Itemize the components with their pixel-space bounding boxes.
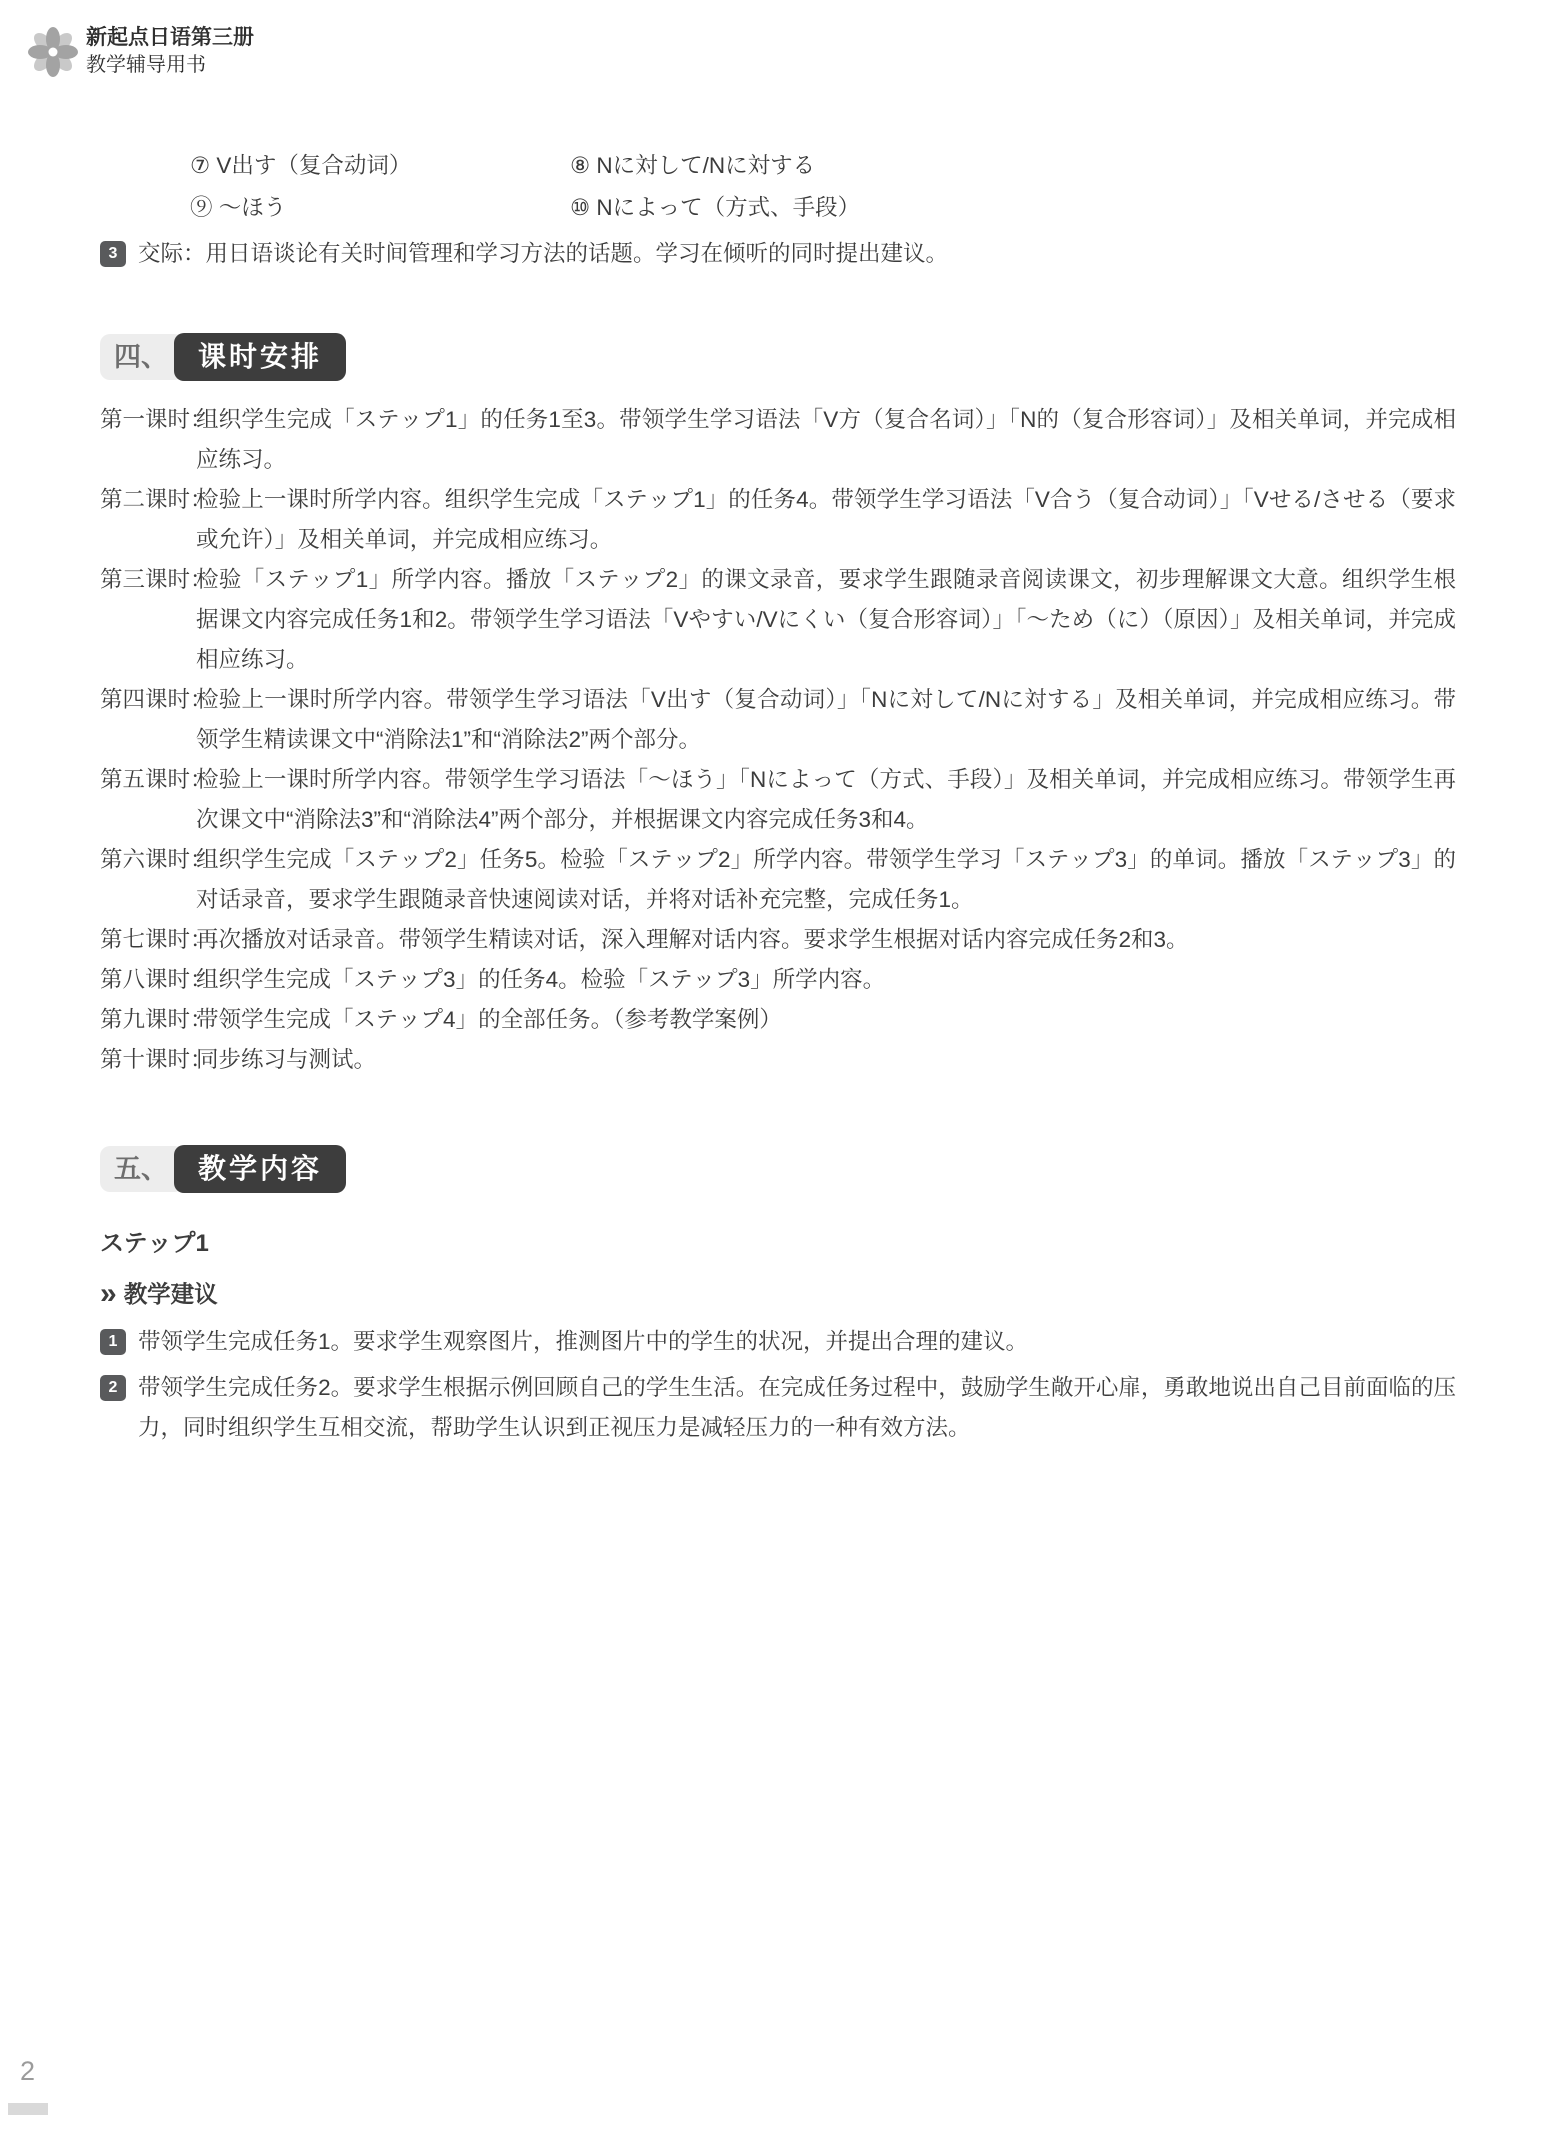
schedule-label: 第五课时： [100,767,213,792]
schedule-item [100,760,1456,840]
double-chevron-icon: » [100,1277,114,1310]
schedule-text: 同步练习与测试。 [196,1047,377,1072]
schedule-text: 组织学生完成「ステップ1」的任务1至3。带领学生学习语法「V方（复合名词）」「N的（复合形容词）」及相关单词，并完成相应练习。 [196,407,1456,472]
page-content [100,146,1456,1448]
grammar-item: ⑧ Nに対して/Nに対する [570,153,816,178]
schedule-text: 带领学生完成「ステップ4」的全部任务。（参考教学案例） [196,1007,782,1032]
schedule-label: 第九课时： [100,1007,213,1032]
schedule-text: 检验「ステップ1」所学内容。播放「ステップ2」的课文录音，要求学生跟随录音阅读课文，初步理解课文大意。组织学生根据课文内容完成任务1和2。带领学生学习语法「Vやすい/Vにくい（复合形容词）」「～ため（に）（原因）」及相关单词，并完成相应练习。 [196,567,1456,672]
schedule-item [100,400,1456,480]
grammar-item: ⑨ ～ほう [190,195,287,220]
schedule-item [100,960,1456,1000]
grammar-item: ⑦ V出す（复合动词） [190,153,412,178]
teaching-suggestion-header [100,1274,1456,1314]
teaching-item-text: 带领学生完成任务2。要求学生根据示例回顾自己的学生生活。在完成任务过程中，鼓励学生敞开心扉，勇敢地说出自己目前面临的压力，同时组织学生互相交流，帮助学生认识到正视压力是减轻压力的一种有效方法。 [138,1375,1456,1440]
schedule-item [100,480,1456,560]
grammar-list [190,146,1456,228]
schedule-text: 组织学生完成「ステップ3」的任务4。检验「ステップ3」所学内容。 [196,967,886,992]
book-subtitle: 教学辅导用书 [86,54,206,77]
schedule-label: 第六课时： [100,847,213,872]
schedule-item [100,1000,1456,1040]
book-title: 新起点日语第三册 [86,26,254,49]
schedule-item [100,840,1456,920]
schedule-label: 第二课时： [100,487,213,512]
schedule-item [100,920,1456,960]
teaching-item-text: 带领学生完成任务1。要求学生观察图片，推测图片中的学生的状况，并提出合理的建议。 [138,1329,1029,1354]
schedule-label: 第四课时： [100,687,213,712]
number-badge: 2 [100,1375,126,1401]
communication-text: 交际：用日语谈论有关时间管理和学习方法的话题。学习在倾听的同时提出建议。 [138,241,949,266]
number-badge: 1 [100,1329,126,1355]
schedule-label: 第十课时： [100,1047,213,1072]
schedule-item [100,680,1456,760]
section-number: 五、 [100,1146,184,1192]
section5-heading [100,1144,1456,1194]
flower-logo-icon [28,27,78,77]
schedule-text: 检验上一课时所学内容。组织学生完成「ステップ1」的任务4。带领学生学习语法「V合う（复合动词）」「Vせる/させる（要求或允许）」及相关单词，并完成相应练习。 [196,487,1456,552]
communication-item [100,234,1456,274]
teaching-item [100,1368,1456,1448]
schedule-item [100,1040,1456,1080]
schedule-label: 第一课时： [100,407,213,432]
teaching-item [100,1322,1456,1362]
section-title: 教学内容 [174,1145,346,1193]
schedule-label: 第七课时： [100,927,213,952]
step-title: ステップ1 [100,1230,209,1257]
class-schedule-list [100,400,1456,1080]
grammar-item: ⑩ Nによって（方式、手段） [570,195,861,220]
schedule-item [100,560,1456,680]
schedule-label: 第三课时： [100,567,213,592]
teaching-items [100,1322,1456,1448]
schedule-text: 再次播放对话录音。带领学生精读对话，深入理解对话内容。要求学生根据对话内容完成任务2和3。 [196,927,1189,952]
page-header [28,24,254,79]
footer-decoration-bar [8,2103,48,2115]
number-badge: 3 [100,241,126,267]
schedule-text: 检验上一课时所学内容。带领学生学习语法「～ほう」「Nによって（方式、手段）」及相关单词，并完成相应练习。带领学生再次课文中“消除法3”和“消除法4”两个部分，并根据课文内容完成任务3和4。 [196,767,1456,832]
schedule-text: 组织学生完成「ステップ2」任务5。检验「ステップ2」所学内容。带领学生学习「ステップ3」的单词。播放「ステップ3」的对话录音，要求学生跟随录音快速阅读对话，并将对话补充完整，完成任务1。 [196,847,1456,912]
schedule-text: 检验上一课时所学内容。带领学生学习语法「V出す（复合动词）」「Nに対して/Nに対する」及相关单词，并完成相应练习。带领学生精读课文中“消除法1”和“消除法2”两个部分。 [196,687,1456,752]
section-number: 四、 [100,334,184,380]
page-number: 2 [20,2056,36,2086]
schedule-label: 第八课时： [100,967,213,992]
section4-heading [100,332,1456,382]
teaching-suggestion-title: 教学建议 [123,1281,218,1307]
header-text [86,24,254,79]
section-title: 课时安排 [174,333,346,381]
